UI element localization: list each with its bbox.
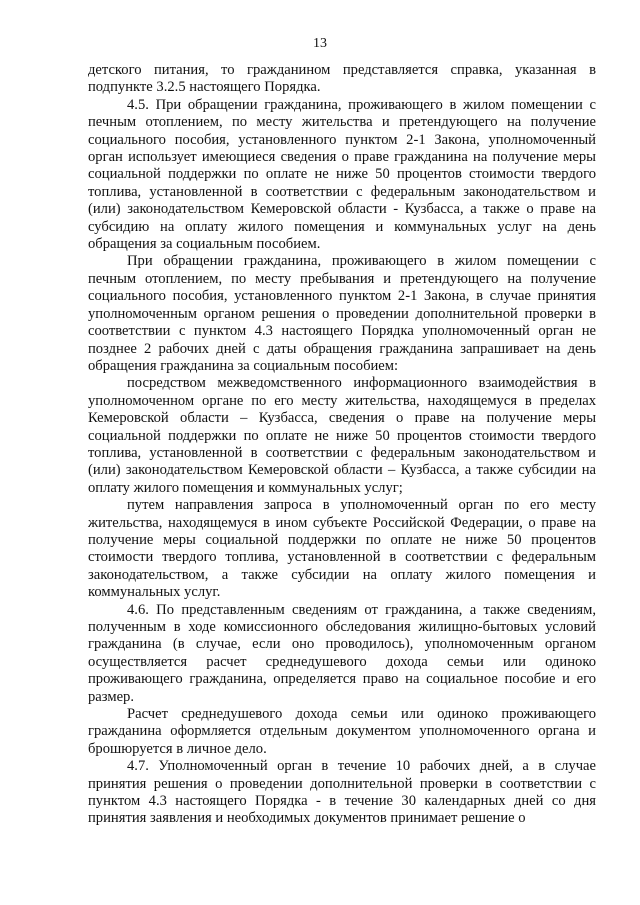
paragraph-interagency-request: посредством межведомственного информационного взаимодействия в уполномоченном органе по его месту жительства, находящемуся в пределах Кемеровской области – Кузбасса, сведения о праве на получение меры социальной поддержки по оплате не ниже 50 процентов стоимости твердого топлива, установленной в соответствии с федеральным законодательством и (или) законодательством Кемеровской области – Кузбасса, а также субсидии на оплату жилого помещения и коммунальных услуг; (88, 375, 596, 496)
paragraph-continuation: детского питания, то гражданином представляется справка, указанная в подпункте 3.2.5 настоящего Порядка. (88, 62, 596, 96)
paragraph-other-region-request: путем направления запроса в уполномоченный орган по его месту жительства, находящемуся в ином субъекте Российской Федерации, о праве на получение меры социальной поддержки по оплате не ниже 50 процентов стоимости твердого топлива, установленной в соответствии с федеральным законодательством, а также субсидии на оплату жилого помещения и коммунальных услуг. (88, 497, 596, 601)
paragraph-4-5: 4.5. При обращении гражданина, проживающего в жилом помещении с печным отоплением, по месту жительства и претендующего на получение социального пособия, установленного пунктом 2-1 Закона, уполномоченный орган использует имеющиеся сведения о праве гражданина на получение меры социальной поддержки по оплате не ниже 50 процентов стоимости твердого топлива, установленной в соответствии с федеральным законодательством и (или) законодательством Кемеровской области - Кузбасса, а также о праве на субсидию на оплату жилого помещения и коммунальных услуг на день обращения за социальным пособием. (88, 96, 596, 253)
paragraph-4-7: 4.7. Уполномоченный орган в течение 10 рабочих дней, а в случае принятия решения о проведении дополнительной проверки в соответствии с пунктом 4.3 настоящего Порядка - в течение 30 календарных дней со дня принятия заявления и необходимых документов принимает решение о (88, 758, 596, 827)
paragraph-income-calculation: Расчет среднедушевого дохода семьи или одиноко проживающего гражданина оформляется отдельным документом уполномоченного органа и брошюруется в личное дело. (88, 706, 596, 757)
page-number: 13 (313, 36, 327, 51)
document-body (88, 62, 596, 828)
paragraph-4-6: 4.6. По представленным сведениям от гражданина, а также сведениям, полученным в ходе комиссионного обследования жилищно-бытовых условий гражданина (в случае, если оно проводилось), уполномоченным органом осуществляется расчет среднедушевого дохода семьи или одиноко проживающего гражданина, определяется право на социальное пособие и его размер. (88, 601, 596, 705)
paragraph-residence-request: При обращении гражданина, проживающего в жилом помещении с печным отоплением, по месту пребывания и претендующего на получение социального пособия, установленного пунктом 2-1 Закона, в случае принятия уполномоченным органом решения о проведении дополнительной проверки в соответствии с пунктом 4.3 настоящего Порядка уполномоченный орган не позднее 2 рабочих дней с даты обращения гражданина запрашивает на день обращения гражданина за социальным пособием: (88, 253, 596, 374)
